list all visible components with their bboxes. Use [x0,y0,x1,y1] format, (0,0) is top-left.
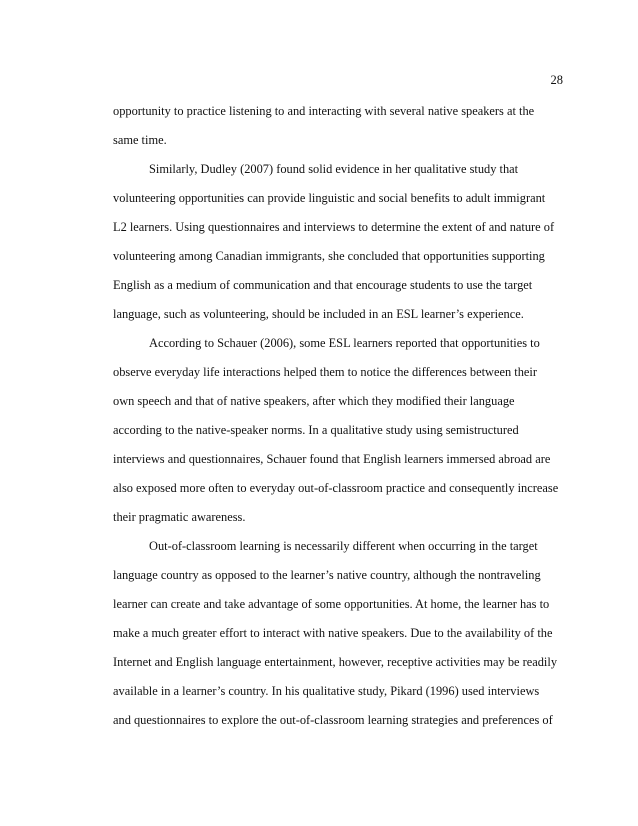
text-line: L2 learners. Using questionnaires and interviews to determine the extent of and nature of [113,220,555,234]
text-line: their pragmatic awareness. [113,510,246,524]
text-line: also exposed more often to everyday out-of-classroom practice and consequently increase [113,481,559,495]
text-line: volunteering among Canadian immigrants, she concluded that opportunities supporting [113,249,545,263]
page-number: 28 [550,73,563,87]
text-line: learner can create and take advantage of some opportunities. At home, the learner has to [113,597,550,611]
text-line: Out-of-classroom learning is necessarily different when occurring in the target [149,539,538,553]
text-line: interviews and questionnaires, Schauer found that English learners immersed abroad are [113,452,551,466]
text-line: language country as opposed to the learner’s native country, although the nontraveling [113,568,541,582]
text-line: Internet and English language entertainment, however, receptive activities may be readily [113,655,558,669]
text-line: According to Schauer (2006), some ESL learners reported that opportunities to [149,336,540,350]
text-line: own speech and that of native speakers, after which they modified their language [113,394,515,408]
text-line: same time. [113,133,167,147]
body-text [113,97,566,735]
text-line: and questionnaires to explore the out-of-classroom learning strategies and preferences of [113,713,553,727]
text-line: Similarly, Dudley (2007) found solid evidence in her qualitative study that [149,162,519,176]
text-line: English as a medium of communication and that encourage students to use the target [113,278,533,292]
text-line: opportunity to practice listening to and interacting with several native speakers at the [113,104,535,118]
text-line: available in a learner’s country. In his qualitative study, Pikard (1996) used interviews [113,684,540,698]
text-line: volunteering opportunities can provide linguistic and social benefits to adult immigrant [113,191,546,205]
text-line: according to the native-speaker norms. In a qualitative study using semistructured [113,423,519,437]
text-line: make a much greater effort to interact with native speakers. Due to the availability of the [113,626,553,640]
text-line: language, such as volunteering, should be included in an ESL learner’s experience. [113,307,524,321]
text-line: observe everyday life interactions helped them to notice the differences between their [113,365,537,379]
